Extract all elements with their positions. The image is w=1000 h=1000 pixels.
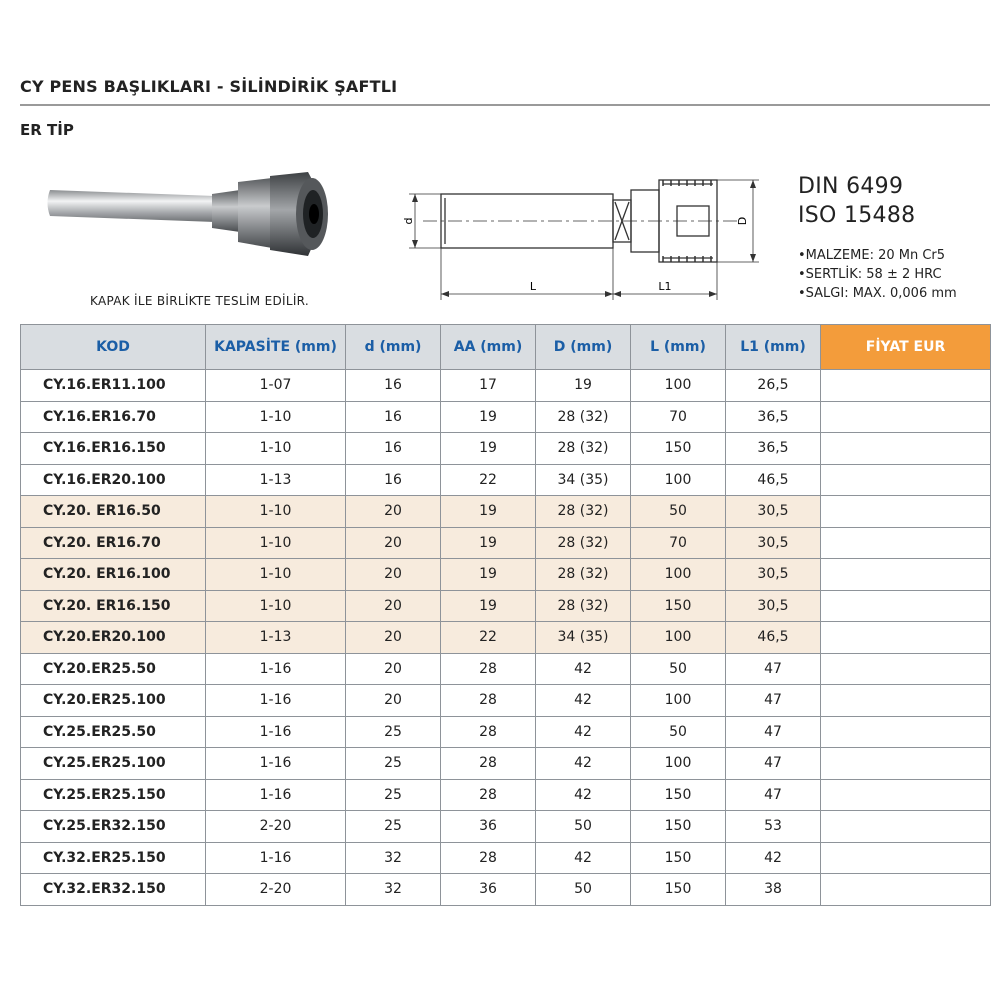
cell-l: 50 — [631, 653, 726, 685]
cell-capacity: 1-13 — [206, 622, 346, 654]
cell-d: 16 — [346, 464, 441, 496]
cell-aa: 28 — [441, 685, 536, 717]
cell-l: 150 — [631, 433, 726, 465]
cell-l: 150 — [631, 874, 726, 906]
dim-D-label: D — [736, 216, 749, 226]
iso-standard: ISO 15488 — [798, 203, 916, 228]
cell-d: 32 — [346, 842, 441, 874]
cell-D: 34 (35) — [536, 464, 631, 496]
cell-price — [821, 748, 991, 780]
table-row — [21, 496, 991, 528]
table-row — [21, 622, 991, 654]
cell-aa: 22 — [441, 622, 536, 654]
cell-capacity: 2-20 — [206, 811, 346, 843]
table-row — [21, 685, 991, 717]
cell-D: 28 (32) — [536, 401, 631, 433]
table-row — [21, 527, 991, 559]
cell-code: CY.20. ER16.50 — [21, 496, 206, 528]
cell-capacity: 1-10 — [206, 527, 346, 559]
cell-code: CY.16.ER16.150 — [21, 433, 206, 465]
cell-capacity: 1-16 — [206, 685, 346, 717]
col-header-l1: L1 (mm) — [726, 325, 821, 370]
cell-d: 20 — [346, 527, 441, 559]
cell-l1: 30,5 — [726, 559, 821, 591]
cell-price — [821, 685, 991, 717]
cell-l: 150 — [631, 811, 726, 843]
cell-price — [821, 842, 991, 874]
title-divider — [20, 104, 990, 106]
cell-price — [821, 811, 991, 843]
cell-l: 50 — [631, 496, 726, 528]
page-subtitle: ER TİP — [20, 121, 74, 139]
technical-drawing — [393, 170, 763, 305]
cell-capacity: 1-13 — [206, 464, 346, 496]
cell-l: 100 — [631, 464, 726, 496]
cell-l1: 47 — [726, 779, 821, 811]
dim-d-label: d — [402, 217, 415, 225]
cell-d: 20 — [346, 685, 441, 717]
cell-price — [821, 716, 991, 748]
cell-code: CY.16.ER11.100 — [21, 370, 206, 402]
cell-code: CY.32.ER32.150 — [21, 874, 206, 906]
cell-price — [821, 874, 991, 906]
table-row — [21, 811, 991, 843]
dim-L-label: L — [529, 280, 537, 293]
cell-l1: 30,5 — [726, 590, 821, 622]
cell-aa: 19 — [441, 559, 536, 591]
cell-l: 100 — [631, 748, 726, 780]
cell-l1: 53 — [726, 811, 821, 843]
spec-list — [798, 246, 957, 303]
cell-l1: 46,5 — [726, 464, 821, 496]
din-standard: DIN 6499 — [798, 174, 904, 199]
cell-d: 20 — [346, 622, 441, 654]
cell-D: 42 — [536, 685, 631, 717]
cell-aa: 19 — [441, 590, 536, 622]
spec-hardness: • SERTLİK: 58 ± 2 HRC — [798, 265, 957, 284]
cell-capacity: 1-16 — [206, 748, 346, 780]
cell-capacity: 1-16 — [206, 653, 346, 685]
cell-d: 20 — [346, 559, 441, 591]
cell-code: CY.20.ER25.100 — [21, 685, 206, 717]
cell-D: 42 — [536, 653, 631, 685]
cell-aa: 19 — [441, 496, 536, 528]
cell-code: CY.20. ER16.70 — [21, 527, 206, 559]
cell-code: CY.25.ER25.150 — [21, 779, 206, 811]
cell-l1: 47 — [726, 653, 821, 685]
spec-runout: • SALGI: MAX. 0,006 mm — [798, 284, 957, 303]
cell-price — [821, 527, 991, 559]
cell-l: 100 — [631, 370, 726, 402]
cell-aa: 28 — [441, 748, 536, 780]
cell-D: 42 — [536, 779, 631, 811]
cell-code: CY.25.ER25.50 — [21, 716, 206, 748]
cell-l1: 30,5 — [726, 496, 821, 528]
cell-capacity: 1-16 — [206, 779, 346, 811]
table-row — [21, 370, 991, 402]
cell-l: 70 — [631, 527, 726, 559]
cell-l1: 38 — [726, 874, 821, 906]
cell-l: 100 — [631, 685, 726, 717]
cell-D: 28 (32) — [536, 559, 631, 591]
collet-chuck-photo — [40, 170, 340, 260]
cell-D: 42 — [536, 748, 631, 780]
cell-aa: 17 — [441, 370, 536, 402]
table-row — [21, 653, 991, 685]
cell-capacity: 1-10 — [206, 559, 346, 591]
cell-code: CY.20. ER16.150 — [21, 590, 206, 622]
cell-aa: 28 — [441, 653, 536, 685]
col-header-capacity: KAPASİTE (mm) — [206, 325, 346, 370]
cell-capacity: 1-07 — [206, 370, 346, 402]
cell-price — [821, 653, 991, 685]
table-row — [21, 559, 991, 591]
cell-D: 28 (32) — [536, 527, 631, 559]
cell-D: 28 (32) — [536, 590, 631, 622]
cell-code: CY.16.ER16.70 — [21, 401, 206, 433]
cell-d: 16 — [346, 433, 441, 465]
cell-code: CY.20.ER25.50 — [21, 653, 206, 685]
table-row — [21, 842, 991, 874]
col-header-aa: AA (mm) — [441, 325, 536, 370]
page-title: CY PENS BAŞLIKLARI - SİLİNDİRİK ŞAFTLI — [20, 77, 398, 96]
cell-D: 50 — [536, 811, 631, 843]
spec-material: • MALZEME: 20 Mn Cr5 — [798, 246, 957, 265]
cell-price — [821, 622, 991, 654]
cell-l1: 47 — [726, 748, 821, 780]
cell-D: 34 (35) — [536, 622, 631, 654]
table-header-row — [21, 325, 991, 370]
cell-aa: 22 — [441, 464, 536, 496]
cell-D: 28 (32) — [536, 496, 631, 528]
table-row — [21, 590, 991, 622]
cell-aa: 19 — [441, 433, 536, 465]
dim-L1-label: L1 — [658, 280, 672, 293]
table-row — [21, 779, 991, 811]
col-header-D: D (mm) — [536, 325, 631, 370]
cell-d: 16 — [346, 370, 441, 402]
col-header-d: d (mm) — [346, 325, 441, 370]
cell-code: CY.20. ER16.100 — [21, 559, 206, 591]
cell-price — [821, 559, 991, 591]
cell-l: 150 — [631, 842, 726, 874]
table-row — [21, 874, 991, 906]
cell-aa: 36 — [441, 874, 536, 906]
cell-d: 25 — [346, 748, 441, 780]
cell-aa: 36 — [441, 811, 536, 843]
cell-d: 25 — [346, 716, 441, 748]
cell-D: 42 — [536, 842, 631, 874]
cell-d: 25 — [346, 811, 441, 843]
table-row — [21, 433, 991, 465]
cell-d: 20 — [346, 590, 441, 622]
cell-price — [821, 496, 991, 528]
cell-price — [821, 590, 991, 622]
delivery-note: KAPAK İLE BİRLİKTE TESLİM EDİLİR. — [90, 294, 309, 308]
cell-aa: 19 — [441, 401, 536, 433]
cell-code: CY.32.ER25.150 — [21, 842, 206, 874]
table-row — [21, 401, 991, 433]
cell-D: 28 (32) — [536, 433, 631, 465]
cell-aa: 19 — [441, 527, 536, 559]
cell-capacity: 1-10 — [206, 590, 346, 622]
cell-d: 20 — [346, 653, 441, 685]
cell-price — [821, 779, 991, 811]
cell-l1: 26,5 — [726, 370, 821, 402]
cell-d: 25 — [346, 779, 441, 811]
table-row — [21, 464, 991, 496]
cell-price — [821, 464, 991, 496]
table-row — [21, 748, 991, 780]
cell-aa: 28 — [441, 842, 536, 874]
cell-capacity: 1-10 — [206, 433, 346, 465]
cell-code: CY.16.ER20.100 — [21, 464, 206, 496]
cell-l1: 36,5 — [726, 433, 821, 465]
table-row — [21, 716, 991, 748]
cell-l1: 30,5 — [726, 527, 821, 559]
cell-capacity: 1-16 — [206, 842, 346, 874]
cell-aa: 28 — [441, 779, 536, 811]
product-table — [20, 324, 991, 906]
cell-l: 70 — [631, 401, 726, 433]
cell-D: 19 — [536, 370, 631, 402]
cell-l: 100 — [631, 622, 726, 654]
cell-d: 20 — [346, 496, 441, 528]
cell-D: 50 — [536, 874, 631, 906]
cell-price — [821, 401, 991, 433]
cell-l1: 42 — [726, 842, 821, 874]
cell-aa: 28 — [441, 716, 536, 748]
cell-capacity: 1-10 — [206, 496, 346, 528]
cell-l: 150 — [631, 779, 726, 811]
cell-code: CY.25.ER32.150 — [21, 811, 206, 843]
cell-capacity: 1-10 — [206, 401, 346, 433]
cell-capacity: 2-20 — [206, 874, 346, 906]
cell-l: 50 — [631, 716, 726, 748]
cell-l1: 47 — [726, 716, 821, 748]
cell-capacity: 1-16 — [206, 716, 346, 748]
cell-D: 42 — [536, 716, 631, 748]
col-header-price: FİYAT EUR — [821, 325, 991, 370]
cell-l1: 47 — [726, 685, 821, 717]
cell-code: CY.20.ER20.100 — [21, 622, 206, 654]
cell-d: 32 — [346, 874, 441, 906]
cell-price — [821, 433, 991, 465]
cell-d: 16 — [346, 401, 441, 433]
cell-l1: 46,5 — [726, 622, 821, 654]
cell-l: 150 — [631, 590, 726, 622]
cell-l: 100 — [631, 559, 726, 591]
cell-l1: 36,5 — [726, 401, 821, 433]
col-header-l: L (mm) — [631, 325, 726, 370]
cell-code: CY.25.ER25.100 — [21, 748, 206, 780]
cell-price — [821, 370, 991, 402]
col-header-code: KOD — [21, 325, 206, 370]
